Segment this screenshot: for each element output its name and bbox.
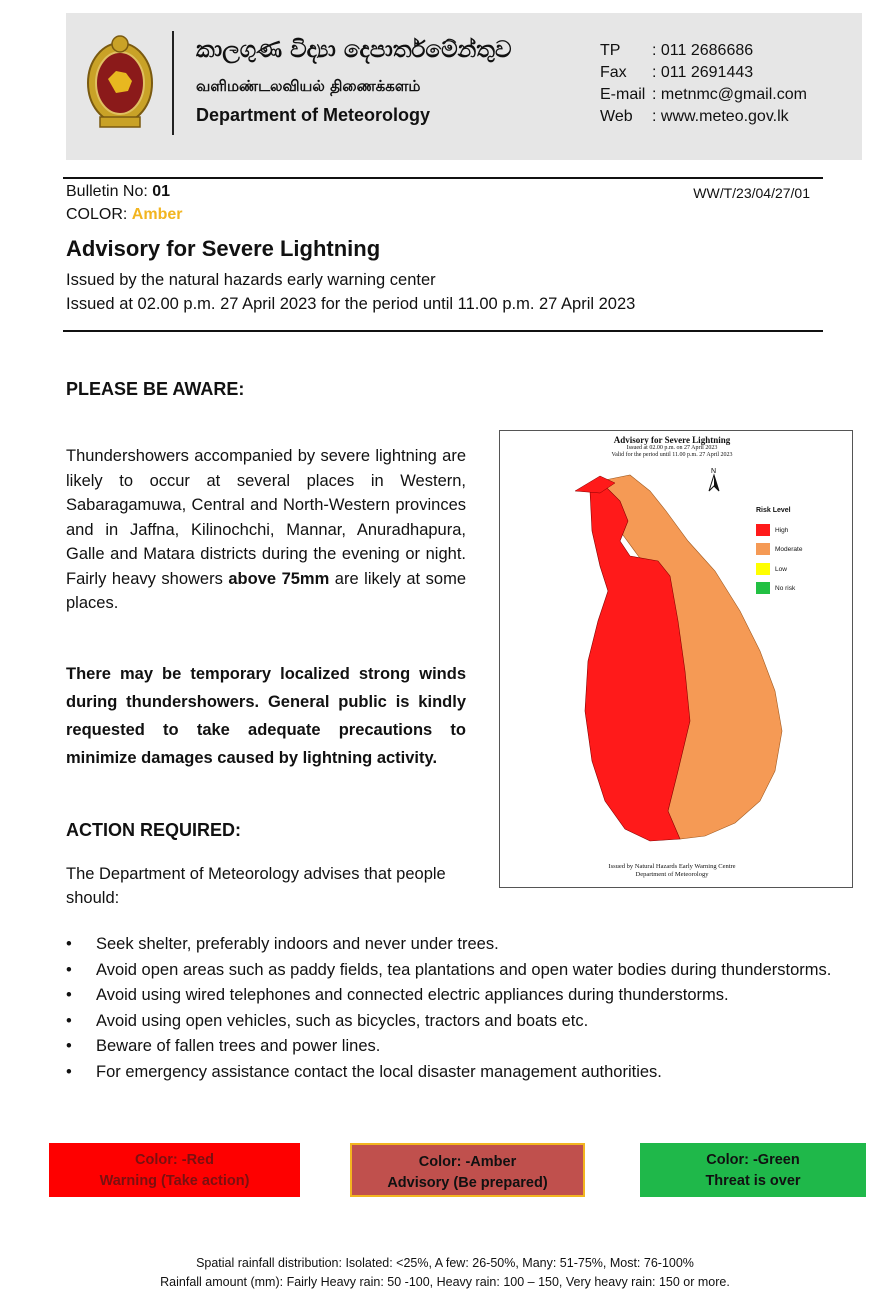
north-label: N [711,468,717,475]
color-code-title: Color: -Amber [418,1154,517,1170]
color-code-title: Color: -Red [135,1152,214,1168]
legend-swatch [756,543,770,555]
list-item [66,1034,836,1059]
list-item [66,1009,836,1034]
header-divider [172,31,174,135]
map-footer-issuer: Issued by Natural Hazards Early Warning Centre [608,863,736,870]
top-rule [63,177,823,179]
contact-tp [600,40,807,62]
legend-high [756,524,788,536]
contact-key: E-mail [600,86,646,103]
contact-key: Web [600,108,633,125]
bullet-icon: • [66,1011,72,1030]
list-item-text: Avoid using wired telephones and connected electric appliances during thunderstorms. [96,986,729,1004]
color-code-meaning: Threat is over [705,1173,801,1189]
color-code-green [640,1143,866,1197]
color-code-amber [350,1143,585,1197]
issued-at: Issued at 02.00 p.m. 27 April 2023 for the period until 11.00 p.m. 27 April 2023 [66,295,636,313]
winds-paragraph: There may be temporary localized strong winds during thundershowers. General public is kindly requested to take adequate precautions to minimize damages caused by lightning activity. [66,665,466,767]
color-code-meaning: Warning (Take action) [99,1173,250,1189]
risk-map [499,430,853,888]
title-rule [63,330,823,332]
bullet-icon: • [66,960,72,979]
action-intro: The Department of Meteorology advises that people should: [66,865,446,907]
list-item [66,932,836,957]
list-item-text: Seek shelter, preferably indoors and never under trees. [96,935,499,953]
contact-value: : 011 2686686 [652,42,754,59]
action-list [66,932,836,1085]
legend-moderate [756,543,802,555]
list-item-text: Avoid open areas such as paddy fields, tea plantations and open water bodies during thunderstorms. [96,960,832,979]
aware-text: Thundershowers accompanied by severe lightning are likely to occur at several places in Western, Sabaragamuwa, Central and North-Western provinces and in Jaffna, Kilinochchi, Mannar, Anuradhapura, Galle and Matara districts during the evening or night. Fairly heavy showers [66,447,466,588]
list-item-text: For emergency assistance contact the local disaster management authorities. [96,1062,662,1081]
contact-value[interactable]: : www.meteo.gov.lk [652,108,789,125]
letterhead [66,13,862,160]
sri-lanka-emblem-icon [86,33,154,131]
advisory-title: Advisory for Severe Lightning [66,236,381,261]
map-title: Advisory for Severe Lightning [613,435,731,445]
legend-label: Moderate [775,545,803,553]
contact-web [600,106,807,128]
color-code-red [49,1143,300,1197]
map-valid: Valid for the period until 11.00 p.m. 27 April 2023 [611,452,733,458]
dept-name-sinhala: කාලගුණ විද්‍යා දෙපාර්තමේන්තුව [196,37,512,63]
legend-title: Risk Level [756,507,791,514]
bulletin-color [66,206,182,224]
footnote-spatial: Spatial rainfall distribution: Isolated: <25%, A few: 26-50%, Many: 51-75%, Most: 76-100% [196,1256,694,1270]
color-code-meaning: Advisory (Be prepared) [387,1175,548,1191]
list-item [66,983,836,1008]
legend-low [756,563,787,575]
issued-by: Issued by the natural hazards early warning center [66,271,436,289]
legend-no-risk [756,582,795,594]
footnote-rainfall: Rainfall amount (mm): Fairly Heavy rain: 50 -100, Heavy rain: 100 – 150, Very heavy rain: 150 or more. [160,1275,730,1289]
contact-key: Fax [600,64,627,81]
map-issued: Issued at 02.00 p.m. on 27 April 2023 [626,445,718,451]
bullet-icon: • [66,986,72,1004]
color-code-title: Color: -Green [706,1152,800,1168]
bullet-icon: • [66,935,72,953]
aware-heading: PLEASE BE AWARE: [66,379,245,399]
dept-name-english: Department of Meteorology [196,105,431,125]
legend-label: High [775,526,789,534]
bulletin-label: Bulletin No: [66,183,153,200]
action-heading: ACTION REQUIRED: [66,820,241,840]
color-value: Amber [131,206,183,223]
legend-swatch [756,582,770,594]
list-item-text: Avoid using open vehicles, such as bicycles, tractors and boats etc. [96,1011,589,1030]
legend-label: No risk [775,584,796,592]
list-item [66,1060,836,1085]
dept-name-tamil: வளிமண்டலவியல் திணைக்களம் [196,77,421,95]
list-item [66,958,836,983]
map-footer-dept: Department of Meteorology [635,871,709,878]
contact-value: : 011 2691443 [652,64,754,81]
contact-key: TP [600,42,621,59]
contact-fax [600,62,807,84]
legend-label: Low [775,565,787,573]
issued-info [66,268,635,316]
contact-value[interactable]: : metnmc@gmail.com [652,86,807,103]
bullet-icon: • [66,1062,72,1081]
aware-paragraph [66,444,466,616]
bulletin-number [66,183,170,201]
bulletin-reference: WW/T/23/04/27/01 [693,185,810,201]
contact-info [600,40,807,128]
aware-text-end: are likely at some places. [66,569,466,612]
bulletin-value: 01 [152,183,171,200]
legend-swatch [756,563,770,575]
bullet-icon: • [66,1037,72,1055]
legend-swatch [756,524,770,536]
color-label: COLOR: [66,206,132,223]
list-item-text: Beware of fallen trees and power lines. [96,1037,381,1055]
aware-bold-text: above 75mm [228,569,330,588]
contact-email [600,84,807,106]
